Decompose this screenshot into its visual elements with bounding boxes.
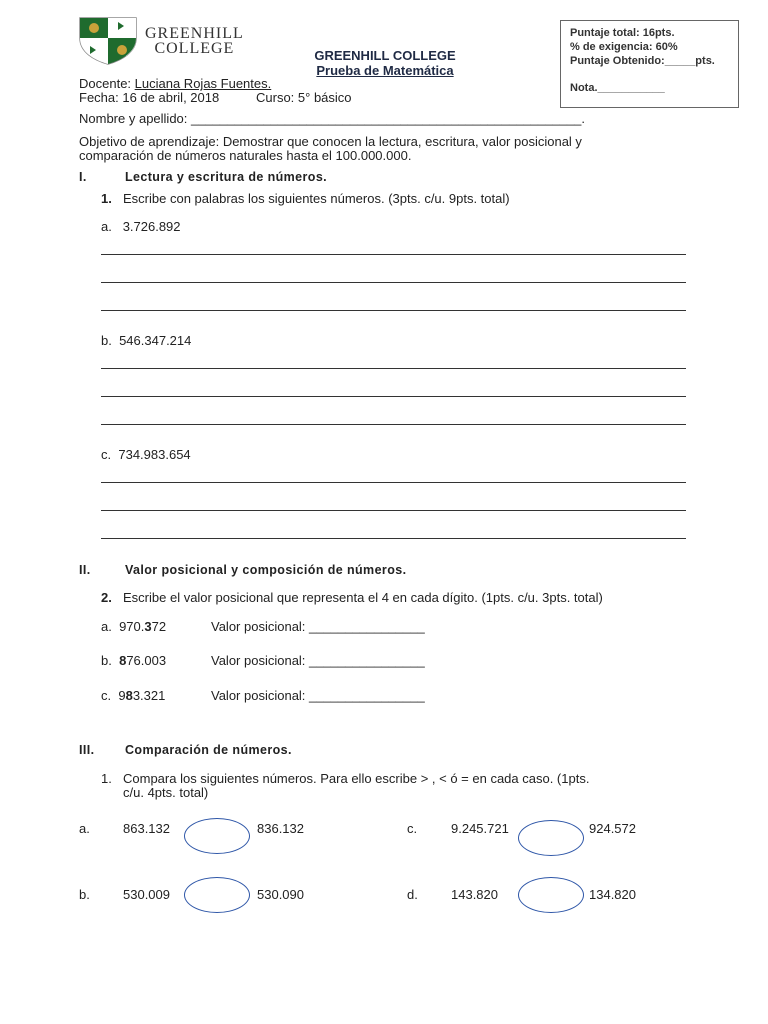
- vp-answer-field[interactable]: Valor posicional: ________________: [211, 688, 425, 703]
- logo-line-1: GREENHILL: [145, 25, 244, 42]
- vp-digits-pre: 970.: [119, 619, 145, 634]
- question-1-text: Escribe con palabras los siguientes números. (3pts. c/u. 9pts. total): [123, 191, 510, 206]
- answer-line[interactable]: [101, 482, 686, 483]
- pair-a-left: 863.132: [123, 821, 170, 836]
- pair-c-label: c.: [407, 821, 418, 836]
- score-total: Puntaje total: 16pts.: [570, 27, 675, 39]
- vp-item-b: [101, 653, 425, 668]
- question-3-number: 1.: [101, 771, 112, 786]
- vp-digits-pre: 9: [118, 688, 126, 703]
- pair-c-right: 924.572: [589, 821, 636, 836]
- vp-label: a.: [101, 619, 112, 634]
- vp-item-c: [101, 688, 425, 703]
- vp-answer-field[interactable]: Valor posicional: ________________: [211, 653, 425, 668]
- pair-d-label: d.: [407, 887, 418, 902]
- vp-answer-field[interactable]: Valor posicional: ________________: [211, 619, 425, 634]
- question-2-text: Escribe el valor posicional que representa el 4 en cada dígito. (1pts. c/u. 3pts. total): [123, 590, 603, 605]
- comparison-answer-oval[interactable]: [518, 820, 584, 856]
- question-1-number: 1.: [101, 191, 112, 206]
- answer-line[interactable]: [101, 310, 686, 311]
- pair-a-label: a.: [79, 821, 90, 836]
- question-3: [101, 771, 589, 786]
- docente-name: Luciana Rojas Fuentes.: [134, 76, 272, 91]
- item-value: 3.726.892: [122, 219, 181, 234]
- score-exigencia: % de exigencia: 60%: [570, 41, 678, 53]
- section-2-title: Valor posicional y composición de números.: [125, 563, 407, 577]
- vp-digits-post: 76.003: [126, 653, 167, 668]
- pair-b-right: 530.090: [257, 887, 304, 902]
- vp-label: c.: [101, 688, 112, 703]
- item-value: 546.347.214: [119, 333, 192, 348]
- score-nota: Nota.___________: [570, 82, 665, 94]
- section-3-number: III.: [79, 743, 95, 757]
- answer-line[interactable]: [101, 396, 686, 397]
- nombre-field[interactable]: Nombre y apellido: ______________________________________________________.: [79, 111, 586, 126]
- greenhill-crest-icon: [78, 16, 138, 66]
- docente-line: [79, 76, 271, 91]
- test-title: Prueba de Matemática: [316, 63, 454, 78]
- answer-line[interactable]: [101, 538, 686, 539]
- objetivo-line-2: comparación de números naturales hasta el 100.000.000.: [79, 148, 412, 163]
- question-2: [101, 590, 603, 605]
- curso-text: Curso: 5° básico: [256, 90, 352, 105]
- vp-item-a: [101, 619, 425, 634]
- answer-line[interactable]: [101, 254, 686, 255]
- vp-digits-post: 72: [151, 619, 167, 634]
- docente-label: Docente:: [79, 76, 135, 91]
- question-2-number: 2.: [101, 590, 112, 605]
- answer-line[interactable]: [101, 282, 686, 283]
- item-label: b.: [101, 333, 112, 348]
- logo-wordmark: [145, 26, 244, 56]
- question-3-text-2: c/u. 4pts. total): [123, 785, 209, 800]
- section-3-title: Comparación de números.: [125, 743, 292, 757]
- item-1a: [101, 219, 181, 234]
- section-2-heading: [79, 563, 406, 577]
- answer-line[interactable]: [101, 510, 686, 511]
- section-3-heading: [79, 743, 292, 757]
- vp-digits-post: 3.321: [132, 688, 166, 703]
- pair-d-right: 134.820: [589, 887, 636, 902]
- score-box: [560, 20, 739, 108]
- vp-digit-bold: 8: [125, 688, 133, 703]
- fecha-text: Fecha: 16 de abril, 2018: [79, 90, 220, 105]
- page-header: [290, 48, 480, 78]
- vp-digit-bold: 8: [119, 653, 127, 668]
- question-1: [101, 191, 510, 206]
- section-1-number: I.: [79, 170, 87, 184]
- item-label: c.: [101, 447, 112, 462]
- question-3-text-1: Compara los siguientes números. Para ello escribe > , < ó = en cada caso. (1pts.: [123, 771, 590, 786]
- pair-b-left: 530.009: [123, 887, 170, 902]
- item-value: 734.983.654: [118, 447, 191, 462]
- objetivo-line-1: Objetivo de aprendizaje: Demostrar que conocen la lectura, escritura, valor posicional y: [79, 134, 582, 149]
- logo-line-2: COLLEGE: [154, 40, 235, 57]
- vp-digit-bold: 3: [144, 619, 152, 634]
- item-1b: [101, 333, 191, 348]
- section-1-heading: [79, 170, 327, 184]
- score-obtenido: Puntaje Obtenido:_____pts.: [570, 55, 715, 67]
- comparison-answer-oval[interactable]: [184, 877, 250, 913]
- comparison-answer-oval[interactable]: [184, 818, 250, 854]
- pair-a-right: 836.132: [257, 821, 304, 836]
- answer-line[interactable]: [101, 368, 686, 369]
- section-2-number: II.: [79, 563, 91, 577]
- pair-b-label: b.: [79, 887, 90, 902]
- section-1-title: Lectura y escritura de números.: [125, 170, 328, 184]
- item-label: a.: [101, 219, 112, 234]
- comparison-answer-oval[interactable]: [518, 877, 584, 913]
- item-1c: [101, 447, 191, 462]
- answer-line[interactable]: [101, 424, 686, 425]
- pair-d-left: 143.820: [451, 887, 498, 902]
- school-name: GREENHILL COLLEGE: [314, 48, 456, 63]
- vp-label: b.: [101, 653, 112, 668]
- fecha-line: [79, 90, 352, 105]
- pair-c-left: 9.245.721: [451, 821, 509, 836]
